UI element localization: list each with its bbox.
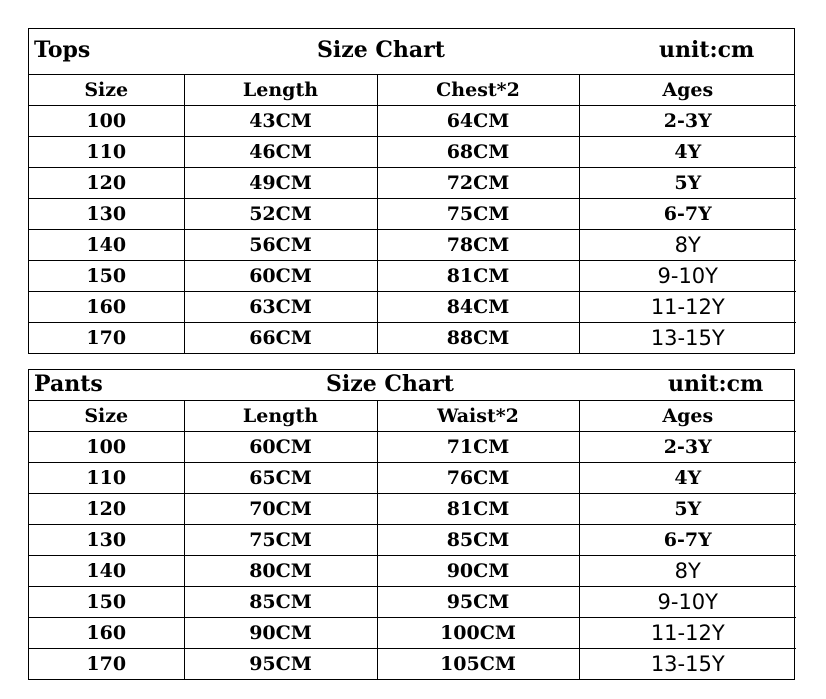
length-cell: 43CM: [184, 106, 377, 137]
waist-cell: 76CM: [377, 463, 579, 494]
ages-cell: 8Y: [579, 230, 796, 261]
table-row: [29, 432, 796, 463]
ages-cell: 11-12Y: [579, 292, 796, 323]
table-row: [29, 106, 796, 137]
ages-cell: 4Y: [579, 137, 796, 168]
chest-cell: 78CM: [377, 230, 579, 261]
pants-table: [29, 401, 796, 679]
length-cell: 80CM: [184, 556, 377, 587]
size-cell: 130: [29, 199, 184, 230]
ages-cell: 2-3Y: [579, 106, 796, 137]
pants-unit: unit:cm: [668, 371, 764, 397]
waist-cell: 85CM: [377, 525, 579, 556]
tops-label: Tops: [34, 37, 91, 63]
tops-table: [29, 75, 796, 353]
size-cell: 110: [29, 137, 184, 168]
table-row: [29, 199, 796, 230]
waist-cell: 90CM: [377, 556, 579, 587]
waist-cell: 95CM: [377, 587, 579, 618]
ages-cell: 2-3Y: [579, 432, 796, 463]
tops-unit: unit:cm: [659, 37, 755, 63]
table-row: [29, 463, 796, 494]
ages-cell: 13-15Y: [650, 652, 725, 676]
size-cell: 100: [29, 106, 184, 137]
table-row: [29, 649, 796, 680]
length-cell: 70CM: [184, 494, 377, 525]
length-cell: 90CM: [184, 618, 377, 649]
length-cell: 66CM: [184, 323, 377, 354]
length-cell: 60CM: [184, 432, 377, 463]
pants-label: Pants: [34, 371, 103, 397]
chest-cell: 84CM: [377, 292, 579, 323]
size-cell: 150: [29, 587, 184, 618]
ages-cell: 9-10Y: [579, 261, 796, 292]
ages-cell: 6-7Y: [579, 199, 796, 230]
size-cell: 170: [29, 649, 184, 680]
ages-cell: 4Y: [579, 463, 796, 494]
length-cell: 46CM: [184, 137, 377, 168]
ages-cell: 6-7Y: [579, 525, 796, 556]
size-cell: 100: [29, 432, 184, 463]
size-cell: 170: [29, 323, 184, 354]
tops-size-chart: [28, 28, 795, 354]
size-cell: 140: [29, 556, 184, 587]
chest-cell: 81CM: [377, 261, 579, 292]
length-cell: 56CM: [184, 230, 377, 261]
size-cell: 110: [29, 463, 184, 494]
tops-title-row: [29, 29, 794, 75]
table-row: [29, 525, 796, 556]
ages-cell: 13-15Y: [650, 326, 725, 350]
size-cell: 120: [29, 494, 184, 525]
table-row: [29, 292, 796, 323]
table-row: [29, 230, 796, 261]
column-header-waist: Waist*2: [377, 401, 579, 432]
size-cell: 140: [29, 230, 184, 261]
ages-cell: 5Y: [579, 168, 796, 199]
table-row: [29, 556, 796, 587]
table-row: [29, 618, 796, 649]
table-row: [29, 587, 796, 618]
length-cell: 63CM: [184, 292, 377, 323]
waist-cell: 81CM: [377, 494, 579, 525]
column-header-ages: Ages: [579, 75, 796, 106]
table-row: [29, 261, 796, 292]
tops-title: Size Chart: [317, 37, 445, 63]
size-cell: 160: [29, 292, 184, 323]
length-cell: 95CM: [184, 649, 377, 680]
table-row: [29, 494, 796, 525]
table-row: [29, 323, 796, 354]
pants-size-chart: [28, 369, 795, 680]
length-cell: 60CM: [184, 261, 377, 292]
length-cell: 75CM: [184, 525, 377, 556]
pants-header-row: [29, 401, 796, 432]
waist-cell: 100CM: [377, 618, 579, 649]
ages-cell: 11-12Y: [579, 618, 796, 649]
column-header-length: Length: [184, 75, 377, 106]
chest-cell: 68CM: [377, 137, 579, 168]
waist-cell: 71CM: [377, 432, 579, 463]
column-header-size: Size: [29, 401, 184, 432]
length-cell: 85CM: [184, 587, 377, 618]
table-row: [29, 168, 796, 199]
ages-cell: 9-10Y: [579, 587, 796, 618]
column-header-size: Size: [29, 75, 184, 106]
length-cell: 49CM: [184, 168, 377, 199]
size-cell: 160: [29, 618, 184, 649]
size-cell: 150: [29, 261, 184, 292]
ages-cell: 5Y: [579, 494, 796, 525]
chest-cell: 88CM: [377, 323, 579, 354]
length-cell: 65CM: [184, 463, 377, 494]
table-row: [29, 137, 796, 168]
column-header-ages: Ages: [579, 401, 796, 432]
chest-cell: 75CM: [377, 199, 579, 230]
size-cell: 130: [29, 525, 184, 556]
chest-cell: 72CM: [377, 168, 579, 199]
pants-title-row: [29, 370, 794, 401]
chest-cell: 64CM: [377, 106, 579, 137]
pants-title: Size Chart: [326, 371, 454, 397]
column-header-chest: Chest*2: [377, 75, 579, 106]
column-header-length: Length: [184, 401, 377, 432]
waist-cell: 105CM: [377, 649, 579, 680]
tops-header-row: [29, 75, 796, 106]
ages-cell: 8Y: [579, 556, 796, 587]
size-cell: 120: [29, 168, 184, 199]
length-cell: 52CM: [184, 199, 377, 230]
